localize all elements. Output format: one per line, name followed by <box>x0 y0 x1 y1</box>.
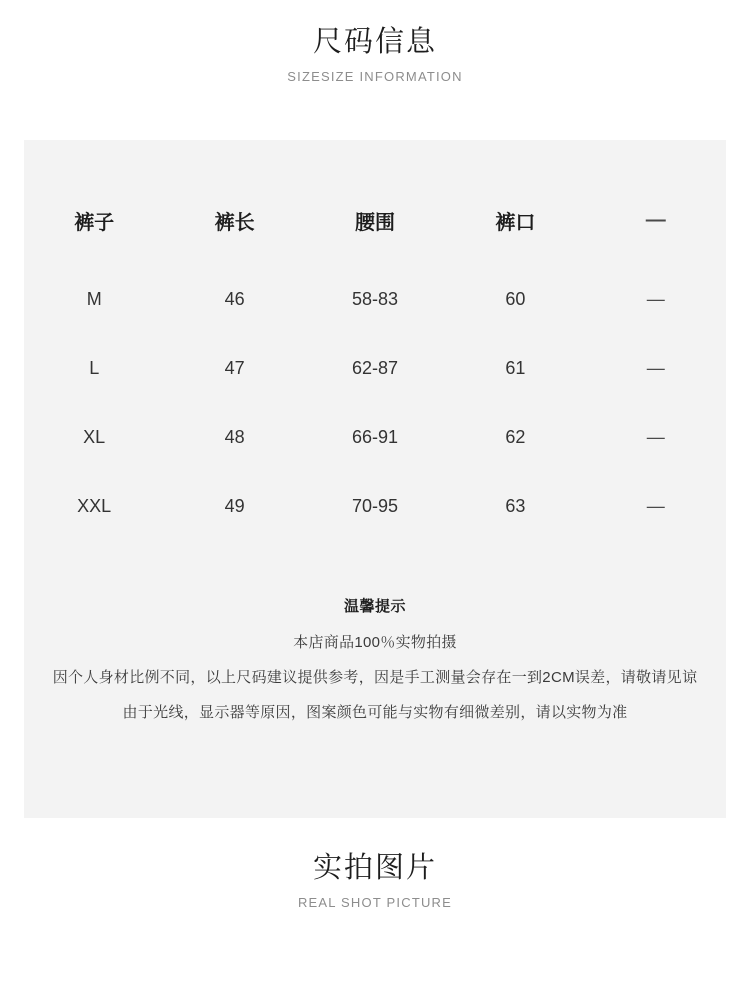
cell-extra: — <box>646 427 665 447</box>
cell-waist: 70-95 <box>351 496 398 516</box>
footer-subtitle: REAL SHOT PICTURE <box>297 895 453 910</box>
cell-waist: 62-87 <box>351 358 398 378</box>
cell-cuff: 61 <box>505 358 526 378</box>
notes-line-1: 本店商品100％实物拍摄 <box>293 634 457 651</box>
column-header-cuff: 裤口 <box>495 212 536 234</box>
header <box>0 0 750 84</box>
column-header-extra: — <box>645 209 666 231</box>
size-table <box>24 192 726 541</box>
cell-waist: 58-83 <box>351 289 398 309</box>
notes-line-3: 由于光线，显示器等原因，图案颜色可能与实物有细微差别，请以实物为准 <box>122 704 628 721</box>
footer-title: 实拍图片 <box>312 852 437 884</box>
cell-length: 46 <box>224 289 245 309</box>
page-title: 尺码信息 <box>312 26 437 58</box>
footer <box>0 848 750 910</box>
cell-length: 49 <box>224 496 245 516</box>
cell-cuff: 62 <box>505 427 526 447</box>
notes-section <box>24 595 726 727</box>
size-table-body <box>24 265 726 541</box>
notes-title: 温馨提示 <box>343 598 406 615</box>
table-row <box>24 334 726 403</box>
cell-length: 48 <box>224 427 245 447</box>
cell-cuff: 63 <box>505 496 526 516</box>
notes-line-2: 因个人身材比例不同，以上尺码建议提供参考，因是手工测量会存在一到2CM误差，请敬请见谅 <box>52 669 698 686</box>
cell-size: XXL <box>77 496 112 516</box>
column-header-length: 裤长 <box>214 212 255 234</box>
page-subtitle: SIZESIZE INFORMATION <box>287 69 463 84</box>
column-header-type: 裤子 <box>74 212 115 234</box>
cell-length: 47 <box>224 358 245 378</box>
cell-size: L <box>89 358 100 378</box>
cell-size: XL <box>83 427 106 447</box>
cell-extra: — <box>646 289 665 309</box>
table-row <box>24 472 726 541</box>
column-header-waist: 腰围 <box>354 212 395 234</box>
size-table-header <box>24 192 726 265</box>
table-row <box>24 265 726 334</box>
cell-extra: — <box>646 358 665 378</box>
cell-cuff: 60 <box>505 289 526 309</box>
size-info-panel <box>24 140 726 818</box>
cell-waist: 66-91 <box>351 427 398 447</box>
table-header-row <box>24 192 726 265</box>
table-row <box>24 403 726 472</box>
cell-extra: — <box>646 496 665 516</box>
cell-size: M <box>86 289 102 309</box>
